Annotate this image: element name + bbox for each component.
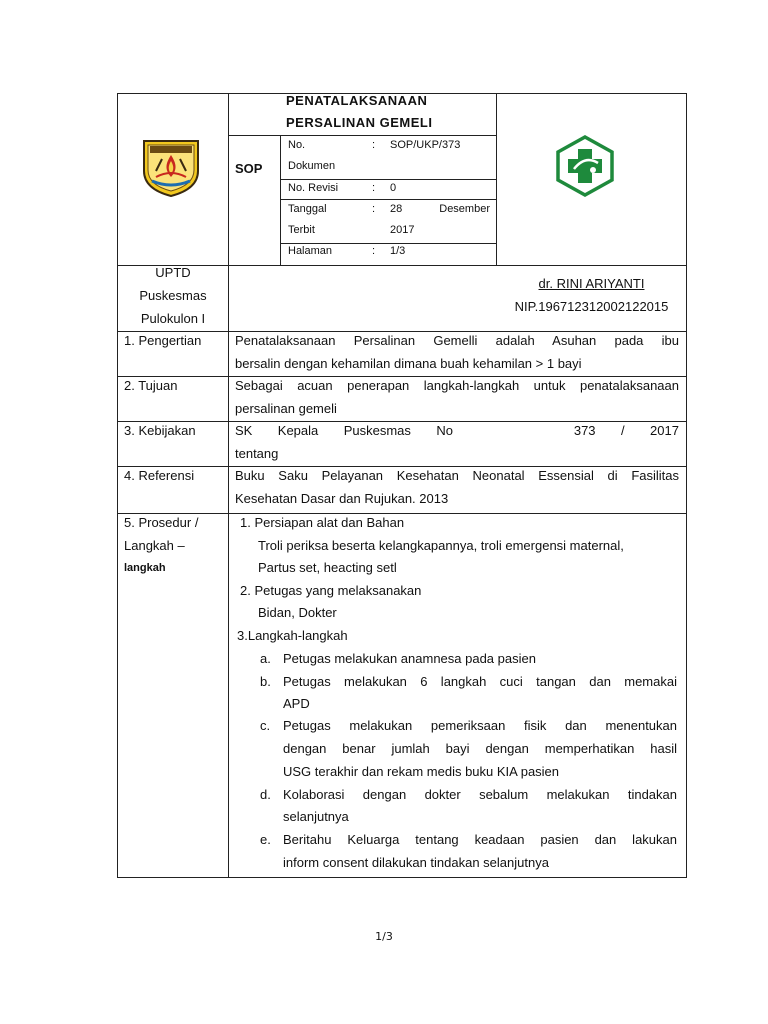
- kebijakan-word: SK: [235, 423, 253, 438]
- no-revisi-value: 0: [390, 182, 397, 194]
- signer-nip: NIP.196712312002122015: [514, 299, 669, 314]
- table-border-left: [117, 93, 118, 878]
- no-dokumen-value: SOP/UKP/373: [390, 139, 461, 151]
- tujuan-text-line-1: Sebagai acuan penerapan langkah-langkah untuk penatalaksanaan: [235, 378, 679, 393]
- step-c-text-line-2: dengan benar jumlah bayi dengan memperhatikan hasil: [283, 741, 677, 756]
- step-2-title: 2. Petugas yang melaksanakan: [240, 583, 422, 598]
- step-e-text-line-2: inform consent dilakukan tindakan selanjutnya: [283, 855, 549, 870]
- puskesmas-cross-logo-icon: [554, 135, 616, 197]
- no-revisi-label: No. Revisi: [288, 182, 339, 194]
- kebijakan-gap: [478, 420, 548, 442]
- row-label-pengertian: 1. Pengertian: [124, 333, 202, 348]
- step-c-marker: c.: [260, 718, 271, 733]
- step-1-text-line-1: Troli periksa beserta kelangkapannya, troli emergensi maternal,: [258, 538, 624, 553]
- page-number: 1/3: [375, 930, 393, 943]
- step-2-text-line-1: Bidan, Dokter: [258, 605, 337, 620]
- step-b-text-line-2: APD: [283, 696, 310, 711]
- step-d-text-line-1: Kolaborasi dengan dokter sebalum melakukan tindakan: [283, 787, 677, 802]
- org-name-line-1: UPTD: [155, 265, 191, 280]
- step-e-marker: e.: [260, 832, 271, 847]
- row-label-tujuan: 2. Tujuan: [124, 378, 178, 393]
- kebijakan-word: /: [620, 423, 625, 438]
- regency-emblem-icon: [138, 133, 204, 199]
- org-name-line-3: Pulokulon I: [140, 311, 206, 326]
- step-b-marker: b.: [260, 674, 271, 689]
- colon: :: [372, 203, 376, 215]
- step-c-text-line-3: USG terakhir dan rekam medis buku KIA pasien: [283, 764, 560, 779]
- no-dokumen-label-2: Dokumen: [288, 160, 336, 172]
- header-divider-sop: [280, 135, 281, 265]
- table-border-bottom: [117, 877, 687, 878]
- tanggal-label-1: Tanggal: [288, 203, 327, 215]
- tanggal-value-line-1: [390, 198, 490, 220]
- step-d-text-line-2: selanjutnya: [283, 809, 349, 824]
- step-1-text-line-2: Partus set, heacting setl: [258, 560, 397, 575]
- table-divider-label-column: [228, 93, 229, 878]
- row-label-prosedur-line-1: 5. Prosedur /: [124, 515, 199, 530]
- kebijakan-word: Kepala: [277, 423, 319, 438]
- no-dokumen-label-1: No.: [288, 139, 306, 151]
- step-b-text-line-1: Petugas melakukan 6 langkah cuci tangan dan memakai: [283, 674, 677, 689]
- table-border-right: [686, 93, 687, 878]
- halaman-value: 1/3: [390, 245, 406, 257]
- pengertian-text-line-2: bersalin dengan kehamilan dimana buah kehamilan > 1 bayi: [235, 356, 582, 371]
- step-e-text-line-1: Beritahu Keluarga tentang keadaan pasien dan lakukan: [283, 832, 677, 847]
- step-c-text-line-1: Petugas melakukan pemeriksaan fisik dan menentukan: [283, 718, 677, 733]
- header-divider-right: [496, 93, 497, 265]
- step-1-title: 1. Persiapan alat dan Bahan: [240, 515, 405, 530]
- tanggal-day: 28: [390, 203, 403, 215]
- tanggal-year: 2017: [390, 224, 415, 236]
- kebijakan-text-line-1: [235, 420, 679, 442]
- step-3-title: 3.Langkah-langkah: [237, 628, 348, 643]
- row-label-prosedur-line-3: langkah: [124, 562, 166, 574]
- document-title-line-1: PENATALAKSANAAN: [286, 93, 428, 108]
- pengertian-text-line-1: Penatalaksanaan Persalinan Gemelli adalah Asuhan pada ibu: [235, 333, 679, 348]
- sop-label: SOP: [235, 161, 263, 176]
- row-label-kebijakan: 3. Kebijakan: [124, 423, 196, 438]
- referensi-text-line-2: Kesehatan Dasar dan Rujukan. 2013: [235, 491, 449, 506]
- kebijakan-word: No: [436, 423, 453, 438]
- colon: :: [372, 182, 376, 194]
- org-name-line-2: Puskesmas: [139, 288, 207, 303]
- kebijakan-word: 2017: [650, 423, 679, 438]
- row-label-prosedur-line-2: Langkah –: [124, 538, 185, 553]
- signer-name: dr. RINI ARIYANTI: [538, 276, 645, 291]
- kebijakan-word: Puskesmas: [343, 423, 411, 438]
- colon: :: [372, 139, 376, 151]
- row-label-referensi: 4. Referensi: [124, 468, 195, 483]
- document-title-line-2: PERSALINAN GEMELI: [286, 115, 433, 130]
- kebijakan-text-line-2: tentang: [235, 446, 279, 461]
- step-a-text: Petugas melakukan anamnesa pada pasien: [283, 651, 536, 666]
- kebijakan-word: 373: [573, 423, 596, 438]
- step-a-marker: a.: [260, 651, 271, 666]
- halaman-label: Halaman: [288, 245, 333, 257]
- referensi-text-line-1: Buku Saku Pelayanan Kesehatan Neonatal Essensial di Fasilitas: [235, 468, 679, 483]
- colon: :: [372, 245, 376, 257]
- tanggal-month: Desember: [439, 203, 490, 215]
- tujuan-text-line-2: persalinan gemeli: [235, 401, 337, 416]
- tanggal-label-2: Terbit: [288, 224, 315, 236]
- step-d-marker: d.: [260, 787, 271, 802]
